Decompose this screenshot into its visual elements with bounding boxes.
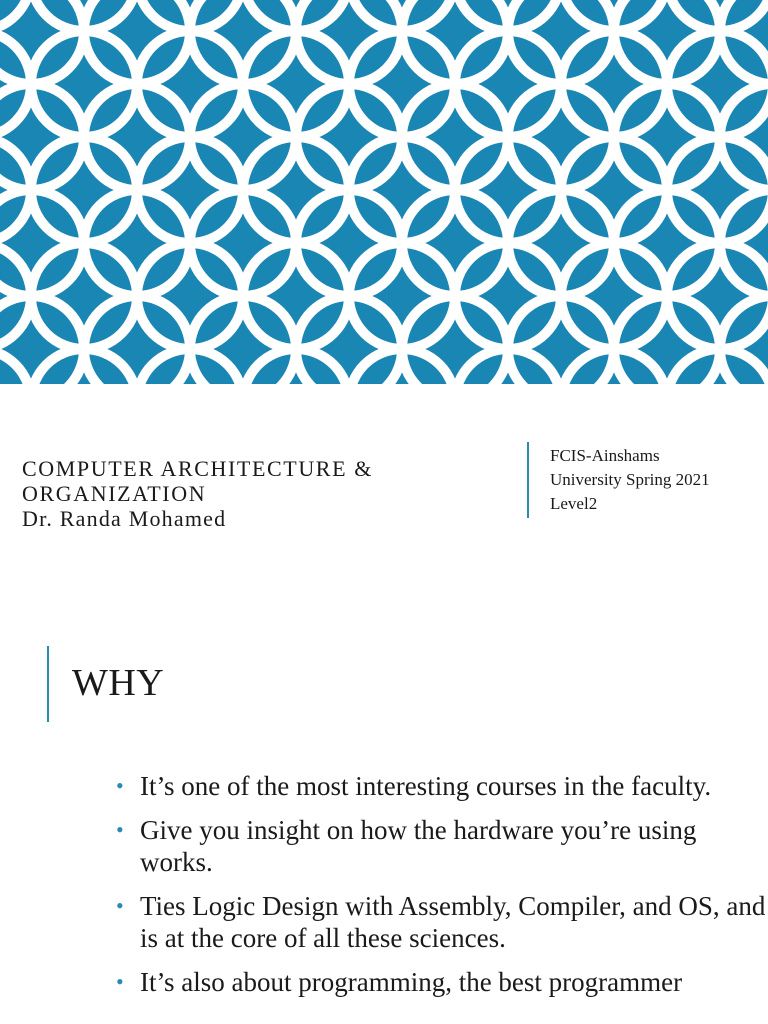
meta-line-term: University Spring 2021 bbox=[550, 470, 710, 489]
interlocking-circles-pattern bbox=[0, 0, 768, 384]
meta-line-institution: FCIS-Ainshams bbox=[550, 446, 660, 465]
section-heading: WHY bbox=[72, 662, 165, 704]
meta-line-level: Level2 bbox=[550, 494, 598, 513]
bullet-text: It’s also about programming, the best programmer bbox=[140, 967, 683, 997]
bullet-list bbox=[116, 770, 766, 1010]
bullet-icon: • bbox=[116, 817, 124, 842]
course-meta bbox=[550, 444, 710, 516]
bullet-icon: • bbox=[116, 893, 124, 918]
course-title: COMPUTER ARCHITECTURE & ORGANIZATION bbox=[22, 456, 373, 506]
title-divider bbox=[527, 442, 529, 518]
section-accent-bar bbox=[47, 646, 49, 722]
bullet-icon: • bbox=[116, 969, 124, 994]
bullet-icon: • bbox=[116, 773, 124, 798]
bullet-text: Give you insight on how the hardware you’re using works. bbox=[140, 815, 697, 877]
list-item bbox=[116, 814, 766, 878]
pattern-banner bbox=[0, 0, 768, 384]
course-title-block bbox=[22, 456, 492, 531]
list-item bbox=[116, 890, 766, 954]
bullet-text: Ties Logic Design with Assembly, Compiler, and OS, and is at the core of all these sciences. bbox=[140, 891, 766, 953]
list-item bbox=[116, 966, 766, 998]
bullet-text: It’s one of the most interesting courses in the faculty. bbox=[140, 771, 712, 801]
list-item bbox=[116, 770, 766, 802]
instructor-name: Dr. Randa Mohamed bbox=[22, 506, 227, 531]
